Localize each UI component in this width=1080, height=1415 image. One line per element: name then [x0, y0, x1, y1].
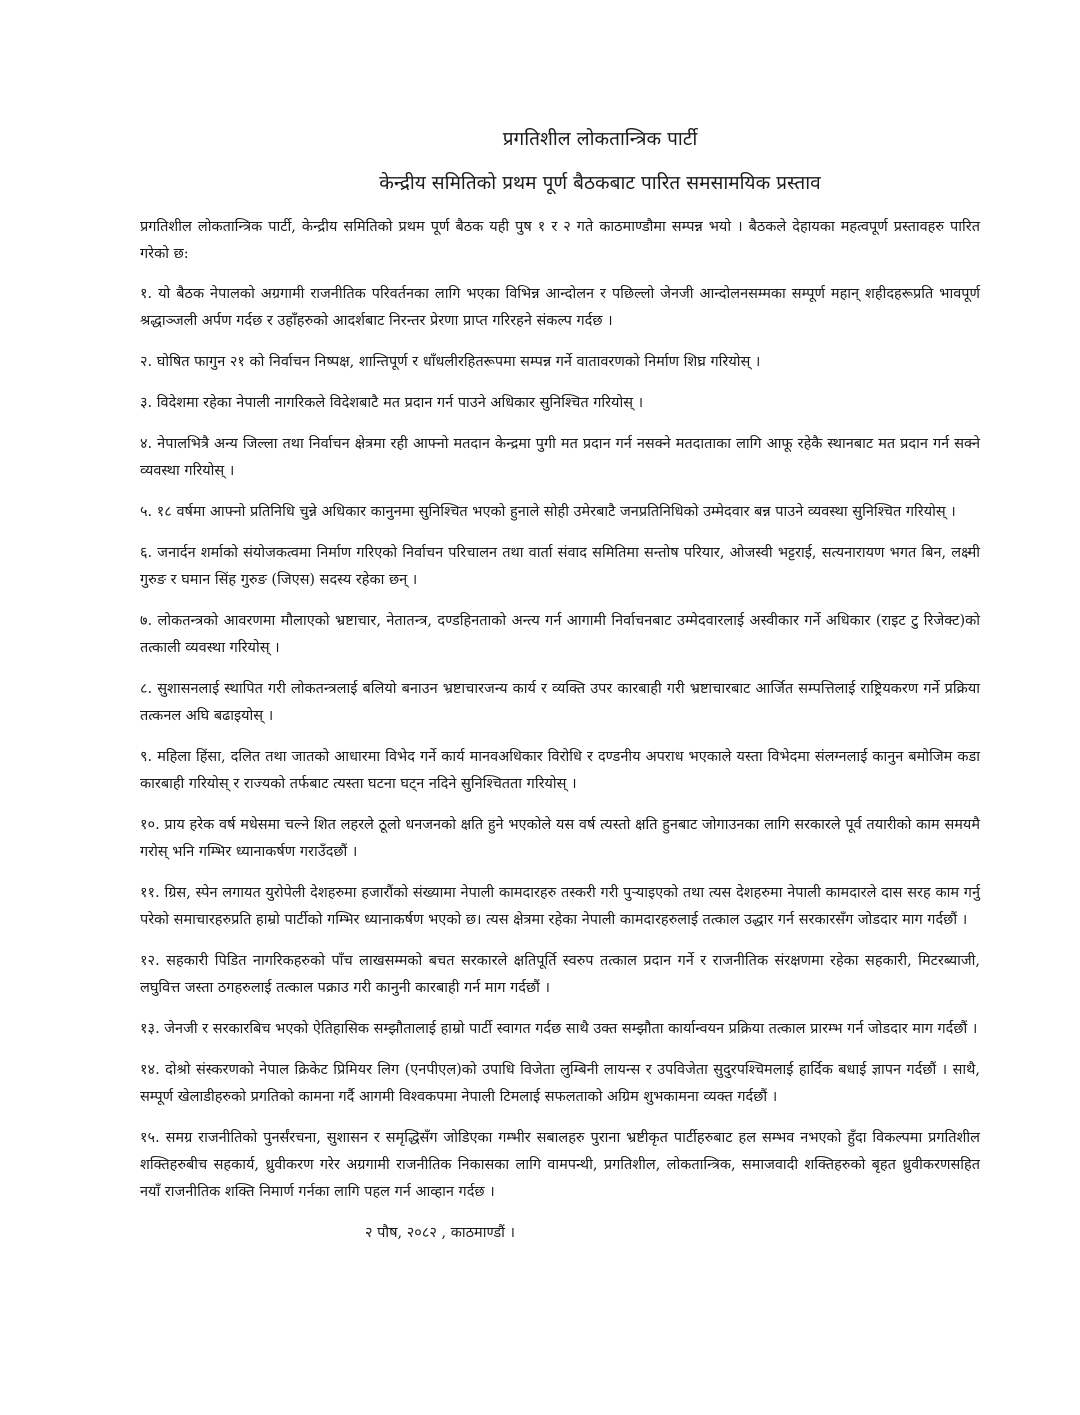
resolution-point-15: १५. समग्र राजनीतिको पुनर्संरचना, सुशासन र समृद्धिसँग जोडिएका गम्भीर सबालहरु पुराना भ्रष्टीकृत पार्टीहरुबाट हल सम्भव नभएको हुँदा विकल्पमा प्रगतिशील शक्तिहरुबीच सहकार्य, ध्रुवीकरण गरेर अग्रगामी राजनीतिक निकासका लागि वामपन्थी, प्रगतिशील, लोकतान्त्रिक, समाजवादी शक्तिहरुको बृहत ध्रुवीकरणसहित नयाँ राजनीतिक शक्ति निमार्ण गर्नका लागि पहल गर्न आव्हान गर्दछ ।: [140, 1130, 980, 1200]
resolution-point-7: ७. लोकतन्त्रको आवरणमा मौलाएको भ्रष्टाचार, नेतातन्त्र, दण्डहिनताको अन्त्य गर्न आगामी निर्वाचनबाट उम्मेदवारलाई अस्वीकार गर्ने अधिकार (राइट टु रिजेक्ट)को तत्काली व्यवस्था गरियोस् ।: [140, 613, 980, 656]
resolution-point-9: ९. महिला हिंसा, दलित तथा जातको आधारमा विभेद गर्ने कार्य मानवअधिकार विरोधि र दण्डनीय अपराध भएकाले यस्ता विभेदमा संलग्नलाई कानुन बमोजिम कडा कारबाही गरियोस् र राज्यको तर्फबाट त्यस्ता घटना घट्न नदिने सुनिश्चितता गरियोस् ।: [140, 749, 980, 792]
resolution-point-4: ४. नेपालभित्रै अन्य जिल्ला तथा निर्वाचन क्षेत्रमा रही आफ्नो मतदान केन्द्रमा पुगी मत प्रदान गर्न नसक्ने मतदाताका लागि आफू रहेकै स्थानबाट मत प्रदान गर्न सक्ने व्यवस्था गरियोस् ।: [140, 436, 980, 479]
resolution-point-2: २. घोषित फागुन २१ को निर्वाचन निष्पक्ष, शान्तिपूर्ण र धाँधलीरहितरूपमा सम्पन्न गर्ने वातावरणको निर्माण शिघ्र गरियोस् ।: [140, 354, 761, 370]
document-subtitle: केन्द्रीय समितिको प्रथम पूर्ण बैठकबाट पारित समसामयिक प्रस्ताव: [379, 172, 821, 194]
document-title: प्रगतिशील लोकतान्त्रिक पार्टी: [502, 128, 698, 150]
resolution-point-3: ३. विदेशमा रहेका नेपाली नागरिकले विदेशबाटै मत प्रदान गर्न पाउने अधिकार सुनिश्चित गरियोस् ।: [140, 395, 644, 411]
resolution-point-6: ६. जनार्दन शर्माको संयोजकत्वमा निर्माण गरिएको निर्वाचन परिचालन तथा वार्ता संवाद समितिमा सन्तोष परियार, ओजस्वी भट्टराई, सत्यनारायण भगत बिन, लक्ष्मी गुरुङ र घमान सिंह गुरुङ (जिएस) सदस्य रहेका छन् ।: [140, 545, 980, 588]
resolution-point-8: ८. सुशासनलाई स्थापित गरी लोकतन्त्रलाई बलियो बनाउन भ्रष्टाचारजन्य कार्य र व्यक्ति उपर कारबाही गरी भ्रष्टाचारबाट आर्जित सम्पत्तिलाई राष्ट्रियकरण गर्ने प्रक्रिया तत्कनल अघि बढाइयोस् ।: [140, 681, 980, 724]
resolution-point-1: १. यो बैठक नेपालको अग्रगामी राजनीतिक परिवर्तनका लागि भएका विभिन्न आन्दोलन र पछिल्लो जेनजी आन्दोलनसम्मका सम्पूर्ण महान् शहीदहरूप्रति भावपूर्ण श्रद्धाञ्जली अर्पण गर्दछ र उहाँहरुको आदर्शबाट निरन्तर प्रेरणा प्राप्त गरिरहने संकल्प गर्दछ ।: [140, 286, 980, 329]
resolution-point-11: ११. ग्रिस, स्पेन लगायत युरोपेली देशहरुमा हजारौंको संख्यामा नेपाली कामदारहरु तस्करी गरी पुऱ्याइएको तथा त्यस देशहरुमा नेपाली कामदारले दास सरह काम गर्नु परेको समाचारहरुप्रति हाम्रो पार्टीको गम्भिर ध्यानाकर्षण भएको छ। त्यस क्षेत्रमा रहेका नेपाली कामदारहरुलाई तत्काल उद्धार गर्न सरकारसँग जोडदार माग गर्दछौं ।: [140, 885, 980, 928]
resolution-point-5: ५. १८ वर्षमा आफ्नो प्रतिनिधि चुन्ने अधिकार कानुनमा सुनिश्चित भएको हुनाले सोही उमेरबाटै जनप्रतिनिधिको उम्मेदवार बन्न पाउने व्यवस्था सुनिश्चित गरियोस् ।: [140, 504, 956, 520]
resolution-point-12: १२. सहकारी पिडित नागरिकहरुको पाँच लाखसम्मको बचत सरकारले क्षतिपूर्ति स्वरुप तत्काल प्रदान गर्ने र राजनीतिक संरक्षणमा रहेका सहकारी, मिटरब्याजी, लघुवित्त जस्ता ठगहरुलाई तत्काल पक्राउ गरी कानुनी कारबाही गर्न माग गर्दछौं ।: [140, 953, 980, 996]
intro-paragraph: प्रगतिशील लोकतान्त्रिक पार्टी, केन्द्रीय समितिको प्रथम पूर्ण बैठक यही पुष १ र २ गते काठमाण्डौमा सम्पन्न भयो । बैठकले देहायका महत्वपूर्ण प्रस्तावहरु पारित गरेको छ:: [140, 219, 980, 262]
resolution-point-10: १०. प्राय हरेक वर्ष मधेसमा चल्ने शित लहरले ठूलो धनजनको क्षति हुने भएकोले यस वर्ष त्यस्तो क्षति हुनबाट जोगाउनका लागि सरकारले पूर्व तयारीको काम समयमै गरोस् भनि गम्भिर ध्यानाकर्षण गराउँदछौं ।: [140, 817, 980, 860]
resolution-point-13: १३. जेनजी र सरकारबिच भएको ऐतिहासिक सम्झौतालाई हाम्रो पार्टी स्वागत गर्दछ साथै उक्त सम्झौता कार्यान्वयन प्रक्रिया तत्काल प्रारम्भ गर्न जोडदार माग गर्दछौं ।: [140, 1021, 978, 1037]
resolution-point-14: १४. दोश्रो संस्करणको नेपाल क्रिकेट प्रिमियर लिग (एनपीएल)को उपाधि विजेता लुम्बिनी लायन्स र उपविजेता सुदुरपश्चिमलाई हार्दिक बधाई ज्ञापन गर्दछौं । साथै, सम्पूर्ण खेलाडीहरुको प्रगतिको कामना गर्दै आगमी विश्वकपमा नेपाली टिमलाई सफलताको अग्रिम शुभकामना व्यक्त गर्दछौं ।: [140, 1062, 980, 1105]
date-and-place: २ पौष, २०८२ , काठमाण्डौं ।: [365, 1225, 515, 1241]
